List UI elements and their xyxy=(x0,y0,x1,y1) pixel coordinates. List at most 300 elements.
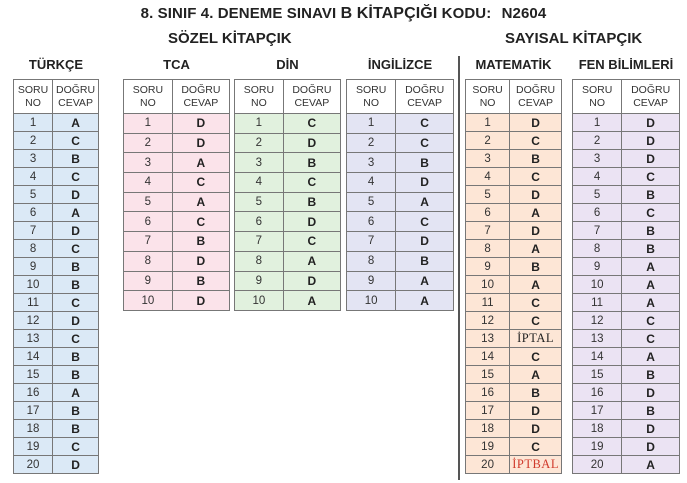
question-number: 19 xyxy=(466,438,510,456)
answer-cell: D xyxy=(510,114,562,132)
table-row xyxy=(466,150,562,168)
question-number: 3 xyxy=(235,153,284,173)
subject-title-din: DİN xyxy=(276,57,299,72)
answer-cell: C xyxy=(622,312,680,330)
answer-cell: C xyxy=(510,312,562,330)
answer-table-tca xyxy=(123,79,230,311)
table-row xyxy=(466,204,562,222)
table-row xyxy=(14,294,99,312)
answer-cell: A xyxy=(396,192,454,212)
column-header-question-no: SORU NO xyxy=(573,80,622,114)
answer-cell: B xyxy=(622,402,680,420)
table-row xyxy=(466,132,562,150)
question-number: 9 xyxy=(347,271,396,291)
question-number: 9 xyxy=(14,258,53,276)
question-number: 4 xyxy=(124,173,173,193)
answer-cell: C xyxy=(53,330,99,348)
question-number: 14 xyxy=(573,348,622,366)
table-row xyxy=(347,133,454,153)
question-number: 15 xyxy=(573,366,622,384)
answer-cell: A xyxy=(510,240,562,258)
answer-cell: D xyxy=(510,420,562,438)
answer-cell: B xyxy=(53,402,99,420)
answer-cell: B xyxy=(172,232,229,252)
table-row xyxy=(573,330,680,348)
question-number: 19 xyxy=(14,438,53,456)
answer-cell: A xyxy=(172,153,229,173)
question-number: 7 xyxy=(573,222,622,240)
answer-cell: A xyxy=(283,291,340,311)
question-number: 8 xyxy=(573,240,622,258)
answer-cell: C xyxy=(172,173,229,193)
question-number: 2 xyxy=(235,133,284,153)
question-number: 1 xyxy=(124,114,173,134)
question-number: 17 xyxy=(573,402,622,420)
answer-cell: C xyxy=(510,168,562,186)
question-number: 16 xyxy=(573,384,622,402)
table-row xyxy=(573,312,680,330)
question-number: 4 xyxy=(235,173,284,193)
answer-cell: B xyxy=(510,258,562,276)
table-row xyxy=(573,438,680,456)
question-number: 6 xyxy=(347,212,396,232)
answer-table-fen xyxy=(572,79,680,474)
question-number: 18 xyxy=(466,420,510,438)
answer-cell: D xyxy=(172,133,229,153)
table-row xyxy=(14,402,99,420)
question-number: 4 xyxy=(14,168,53,186)
question-number: 2 xyxy=(14,132,53,150)
answer-cell: D xyxy=(172,251,229,271)
table-row xyxy=(14,330,99,348)
table-row xyxy=(466,258,562,276)
question-number: 20 xyxy=(573,456,622,474)
answer-cell: C xyxy=(53,294,99,312)
table-row xyxy=(466,312,562,330)
column-header-question-no: SORU NO xyxy=(235,80,284,114)
answer-cell: D xyxy=(396,232,454,252)
answer-cell: B xyxy=(283,192,340,212)
table-row xyxy=(466,294,562,312)
table-row xyxy=(347,192,454,212)
table-row xyxy=(347,251,454,271)
table-row xyxy=(466,456,562,474)
table-row xyxy=(14,222,99,240)
answer-cell: A xyxy=(283,251,340,271)
table-row xyxy=(347,114,454,134)
question-number: 2 xyxy=(466,132,510,150)
table-row xyxy=(124,232,230,252)
table-row xyxy=(573,366,680,384)
table-row xyxy=(235,133,341,153)
column-header-question-no: SORU NO xyxy=(466,80,510,114)
answer-cell: B xyxy=(53,420,99,438)
table-row xyxy=(347,173,454,193)
question-number: 10 xyxy=(573,276,622,294)
question-number: 6 xyxy=(235,212,284,232)
table-row xyxy=(14,312,99,330)
answer-cell: C xyxy=(510,438,562,456)
answer-cell xyxy=(510,456,562,474)
answer-cell: B xyxy=(53,276,99,294)
title-text: 8. SINIF 4. DENEME SINAVI xyxy=(140,5,337,22)
answer-cell: C xyxy=(396,212,454,232)
table-row xyxy=(14,240,99,258)
question-number: 8 xyxy=(347,251,396,271)
answer-cell: B xyxy=(622,222,680,240)
question-number: 13 xyxy=(466,330,510,348)
question-number: 5 xyxy=(14,186,53,204)
question-number: 4 xyxy=(466,168,510,186)
answer-cell: A xyxy=(622,456,680,474)
question-number: 7 xyxy=(14,222,53,240)
question-number: 17 xyxy=(14,402,53,420)
question-number: 3 xyxy=(466,150,510,168)
question-number: 1 xyxy=(235,114,284,134)
table-row xyxy=(124,291,230,311)
table-row xyxy=(573,168,680,186)
question-number: 18 xyxy=(14,420,53,438)
cancelled-question-mark: İPTBAL xyxy=(512,457,559,471)
answer-cell: D xyxy=(283,133,340,153)
answer-cell: D xyxy=(53,312,99,330)
cancelled-question-mark: İPTAL xyxy=(517,331,555,345)
answer-cell: D xyxy=(172,291,229,311)
table-row xyxy=(235,251,341,271)
answer-cell: C xyxy=(622,168,680,186)
question-number: 12 xyxy=(466,312,510,330)
table-row xyxy=(573,348,680,366)
answer-cell: C xyxy=(283,173,340,193)
column-header-correct-answer: DOĞRU CEVAP xyxy=(172,80,229,114)
table-row xyxy=(573,204,680,222)
question-number: 5 xyxy=(466,186,510,204)
table-row xyxy=(466,420,562,438)
table-row xyxy=(14,438,99,456)
table-row xyxy=(466,240,562,258)
answer-cell: A xyxy=(622,258,680,276)
answer-cell: B xyxy=(396,251,454,271)
question-number: 5 xyxy=(124,192,173,212)
answer-cell: B xyxy=(283,153,340,173)
table-row xyxy=(124,114,230,134)
answer-cell: B xyxy=(396,153,454,173)
question-number: 20 xyxy=(466,456,510,474)
table-row xyxy=(124,212,230,232)
answer-cell: D xyxy=(622,114,680,132)
question-number: 16 xyxy=(14,384,53,402)
answer-cell: D xyxy=(283,212,340,232)
question-number: 10 xyxy=(347,291,396,311)
answer-cell: D xyxy=(53,456,99,474)
answer-table-matematik xyxy=(465,79,562,474)
table-row xyxy=(466,168,562,186)
question-number: 15 xyxy=(14,366,53,384)
table-row xyxy=(466,402,562,420)
table-row xyxy=(347,271,454,291)
table-row xyxy=(14,114,99,132)
answer-cell: D xyxy=(622,438,680,456)
question-number: 10 xyxy=(466,276,510,294)
answer-table-ingilizce xyxy=(346,79,454,311)
answer-cell: D xyxy=(510,186,562,204)
table-row xyxy=(573,132,680,150)
table-row xyxy=(235,153,341,173)
answer-cell: C xyxy=(622,330,680,348)
table-row xyxy=(573,276,680,294)
table-row xyxy=(235,173,341,193)
table-row xyxy=(124,251,230,271)
table-row xyxy=(573,402,680,420)
answer-cell: D xyxy=(510,402,562,420)
question-number: 12 xyxy=(14,312,53,330)
question-number: 11 xyxy=(14,294,53,312)
question-number: 6 xyxy=(573,204,622,222)
table-row xyxy=(14,384,99,402)
table-row xyxy=(573,420,680,438)
answer-cell xyxy=(510,330,562,348)
column-header-question-no: SORU NO xyxy=(124,80,173,114)
question-number: 8 xyxy=(466,240,510,258)
question-number: 10 xyxy=(14,276,53,294)
question-number: 16 xyxy=(466,384,510,402)
answer-cell: B xyxy=(622,366,680,384)
table-row xyxy=(14,366,99,384)
column-header-question-no: SORU NO xyxy=(347,80,396,114)
answer-cell: B xyxy=(172,271,229,291)
answer-cell: D xyxy=(622,150,680,168)
table-row xyxy=(235,212,341,232)
answer-cell: B xyxy=(53,258,99,276)
table-row xyxy=(14,276,99,294)
answer-cell: C xyxy=(396,114,454,134)
question-number: 11 xyxy=(466,294,510,312)
question-number: 1 xyxy=(573,114,622,132)
column-header-correct-answer: DOĞRU CEVAP xyxy=(510,80,562,114)
subject-title-ingilizce: İNGİLİZCE xyxy=(367,57,433,72)
question-number: 19 xyxy=(573,438,622,456)
question-number: 3 xyxy=(124,153,173,173)
question-number: 14 xyxy=(14,348,53,366)
answer-cell: B xyxy=(53,348,99,366)
table-row xyxy=(14,150,99,168)
answer-cell: B xyxy=(53,150,99,168)
question-number: 13 xyxy=(573,330,622,348)
table-row xyxy=(347,212,454,232)
table-row xyxy=(235,114,341,134)
question-number: 5 xyxy=(347,192,396,212)
table-row xyxy=(573,150,680,168)
question-number: 3 xyxy=(573,150,622,168)
answer-cell: A xyxy=(510,204,562,222)
question-number: 13 xyxy=(14,330,53,348)
table-row xyxy=(235,271,341,291)
answer-cell: B xyxy=(622,186,680,204)
question-number: 3 xyxy=(347,153,396,173)
table-row xyxy=(124,133,230,153)
table-row xyxy=(466,186,562,204)
answer-cell: C xyxy=(283,232,340,252)
table-row xyxy=(14,348,99,366)
verbal-section-title: SÖZEL KİTAPÇIK xyxy=(168,30,292,47)
table-row xyxy=(235,291,341,311)
subject-title-fen: FEN BİLİMLERİ xyxy=(578,57,674,72)
answer-cell: C xyxy=(396,133,454,153)
question-number: 4 xyxy=(573,168,622,186)
table-row xyxy=(347,291,454,311)
answer-cell: D xyxy=(53,222,99,240)
question-number: 6 xyxy=(466,204,510,222)
answer-cell: A xyxy=(53,204,99,222)
question-number: 17 xyxy=(466,402,510,420)
question-number: 1 xyxy=(466,114,510,132)
answer-cell: C xyxy=(53,132,99,150)
answer-cell: A xyxy=(622,294,680,312)
table-row xyxy=(573,186,680,204)
table-row xyxy=(14,258,99,276)
column-header-correct-answer: DOĞRU CEVAP xyxy=(396,80,454,114)
table-row xyxy=(124,153,230,173)
table-row xyxy=(573,114,680,132)
answer-cell: D xyxy=(622,132,680,150)
subject-title-tca: TCA xyxy=(163,57,190,72)
table-row xyxy=(124,271,230,291)
question-number: 4 xyxy=(347,173,396,193)
answer-table-turkce xyxy=(13,79,99,474)
table-row xyxy=(466,276,562,294)
table-row xyxy=(573,456,680,474)
question-number: 9 xyxy=(235,271,284,291)
question-number: 6 xyxy=(124,212,173,232)
question-number: 8 xyxy=(124,251,173,271)
table-row xyxy=(235,192,341,212)
table-row xyxy=(573,258,680,276)
question-number: 10 xyxy=(235,291,284,311)
answer-cell: C xyxy=(283,114,340,134)
question-number: 12 xyxy=(573,312,622,330)
question-number: 9 xyxy=(466,258,510,276)
question-number: 5 xyxy=(235,192,284,212)
question-number: 14 xyxy=(466,348,510,366)
question-number: 20 xyxy=(14,456,53,474)
table-row xyxy=(347,153,454,173)
table-row xyxy=(14,204,99,222)
booklet-code: N2604 xyxy=(501,5,547,22)
table-row xyxy=(235,232,341,252)
question-number: 8 xyxy=(14,240,53,258)
table-row xyxy=(466,384,562,402)
section-divider xyxy=(458,56,460,480)
question-number: 7 xyxy=(124,232,173,252)
numeric-section-title: SAYISAL KİTAPÇIK xyxy=(505,30,643,47)
answer-table-din xyxy=(234,79,341,311)
answer-cell: C xyxy=(510,294,562,312)
table-row xyxy=(466,438,562,456)
answer-cell: C xyxy=(172,212,229,232)
answer-cell: A xyxy=(172,192,229,212)
answer-cell: C xyxy=(53,240,99,258)
question-number: 3 xyxy=(14,150,53,168)
table-row xyxy=(466,114,562,132)
answer-cell: C xyxy=(622,204,680,222)
answer-cell: A xyxy=(396,271,454,291)
subject-title-turkce: TÜRKÇE xyxy=(28,57,84,72)
answer-cell: D xyxy=(622,384,680,402)
table-row xyxy=(14,168,99,186)
answer-cell: A xyxy=(510,366,562,384)
answer-cell: A xyxy=(53,384,99,402)
question-number: 2 xyxy=(124,133,173,153)
question-number: 6 xyxy=(14,204,53,222)
question-number: 8 xyxy=(235,251,284,271)
question-number: 9 xyxy=(124,271,173,291)
booklet-label: B KİTAPÇIĞI xyxy=(340,5,438,22)
answer-cell: D xyxy=(283,271,340,291)
table-row xyxy=(466,366,562,384)
table-row xyxy=(466,330,562,348)
answer-cell: C xyxy=(53,168,99,186)
column-header-correct-answer: DOĞRU CEVAP xyxy=(622,80,680,114)
table-row xyxy=(14,420,99,438)
table-row xyxy=(14,456,99,474)
column-header-correct-answer: DOĞRU CEVAP xyxy=(53,80,99,114)
answer-cell: D xyxy=(172,114,229,134)
answer-cell: B xyxy=(510,150,562,168)
answer-cell: C xyxy=(510,348,562,366)
code-label: KODU: xyxy=(441,5,492,22)
question-number: 1 xyxy=(14,114,53,132)
question-number: 7 xyxy=(466,222,510,240)
answer-cell: A xyxy=(396,291,454,311)
table-row xyxy=(466,348,562,366)
question-number: 1 xyxy=(347,114,396,134)
question-number: 15 xyxy=(466,366,510,384)
answer-cell: D xyxy=(53,186,99,204)
answer-cell: B xyxy=(510,384,562,402)
answer-cell: D xyxy=(510,222,562,240)
answer-cell: D xyxy=(396,173,454,193)
page-title xyxy=(0,5,687,23)
answer-cell: B xyxy=(53,366,99,384)
table-row xyxy=(14,186,99,204)
subject-title-matematik: MATEMATİK xyxy=(475,57,552,72)
column-header-correct-answer: DOĞRU CEVAP xyxy=(283,80,340,114)
question-number: 2 xyxy=(347,133,396,153)
question-number: 7 xyxy=(347,232,396,252)
question-number: 11 xyxy=(573,294,622,312)
question-number: 9 xyxy=(573,258,622,276)
answer-cell: C xyxy=(510,132,562,150)
table-row xyxy=(466,222,562,240)
answer-cell: B xyxy=(622,240,680,258)
table-row xyxy=(573,222,680,240)
table-row xyxy=(573,240,680,258)
answer-cell: C xyxy=(53,438,99,456)
table-row xyxy=(14,132,99,150)
column-header-question-no: SORU NO xyxy=(14,80,53,114)
table-row xyxy=(573,294,680,312)
answer-cell: A xyxy=(53,114,99,132)
answer-cell: A xyxy=(622,276,680,294)
question-number: 2 xyxy=(573,132,622,150)
table-row xyxy=(347,232,454,252)
table-row xyxy=(573,384,680,402)
question-number: 7 xyxy=(235,232,284,252)
answer-cell: A xyxy=(622,348,680,366)
table-row xyxy=(124,192,230,212)
answer-cell: A xyxy=(510,276,562,294)
question-number: 18 xyxy=(573,420,622,438)
